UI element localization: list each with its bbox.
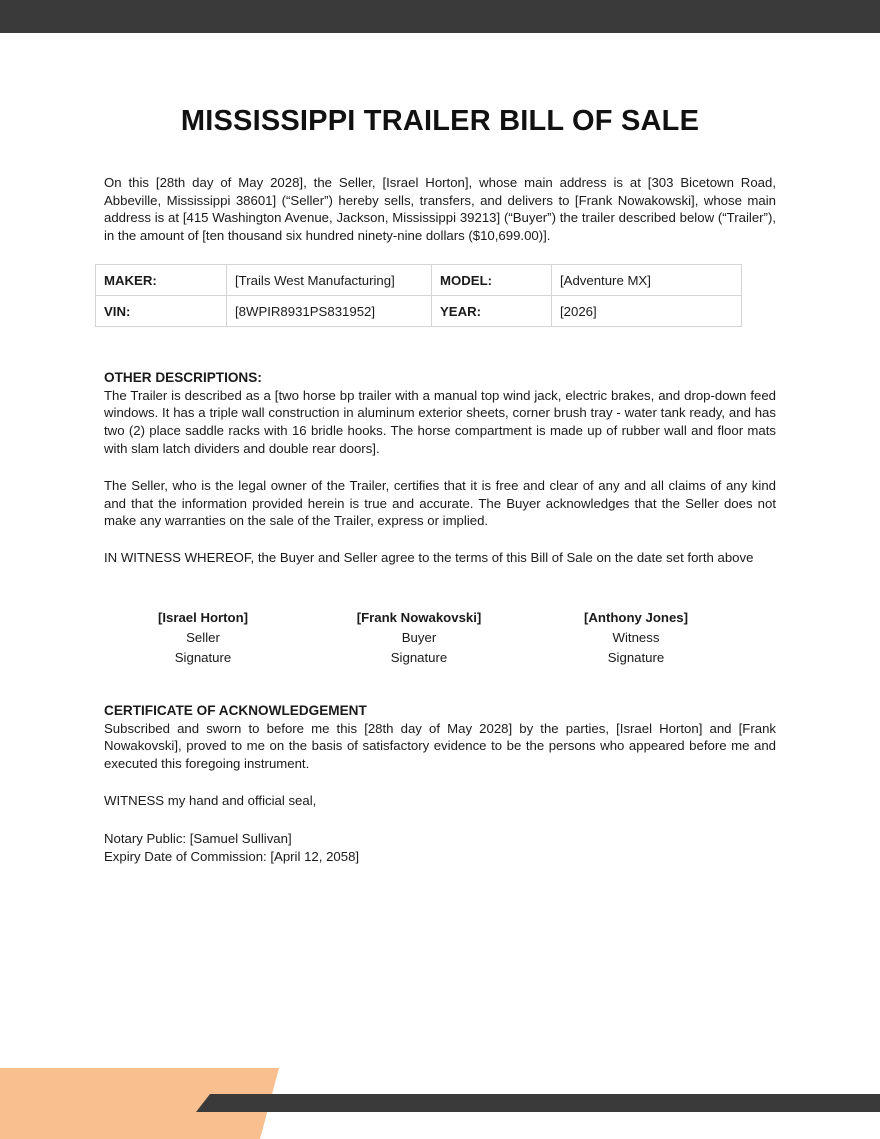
buyer-role: Buyer <box>401 630 437 645</box>
table-row <box>96 296 742 327</box>
witness-signature-label: Signature <box>607 650 665 665</box>
other-descriptions-text: The Trailer is described as a [two horse bp trailer with a manual top wind jack, electric brakes, and drop-down feed windows. It has a triple wall construction in aluminum exterior sheets, corner brush tray - water tank ready, and has two (2) place saddle racks with 16 bridle hooks. The horse compartment is made up of rubber wall and floor mats with slam latch dividers and double rear doors]. <box>104 387 776 456</box>
year-value: [2026] <box>552 296 742 327</box>
table-row <box>96 265 742 296</box>
certificate-text: Subscribed and sworn to before me this [28th day of May 2028] by the parties, [Israel Horton] and [Frank Nowakovski], proved to me on the basis of satisfactory evidence to be the persons who appeared before me and executed this foregoing instrument. <box>104 720 776 772</box>
document-title: MISSISSIPPI TRAILER BILL OF SALE <box>180 105 700 137</box>
buyer-signature-block <box>319 608 519 668</box>
buyer-name: [Frank Nowakovski] <box>356 610 482 625</box>
other-descriptions-section <box>104 369 776 458</box>
footer-decoration <box>0 1060 880 1139</box>
official-seal-line: WITNESS my hand and official seal, <box>104 793 317 808</box>
year-label: YEAR: <box>432 296 552 327</box>
other-descriptions-heading: OTHER DESCRIPTIONS: <box>104 370 262 385</box>
vin-label: VIN: <box>96 296 227 327</box>
maker-label: MAKER: <box>96 265 227 296</box>
witness-role: Witness <box>612 630 660 645</box>
witness-signature-block <box>536 608 736 668</box>
seller-signature-label: Signature <box>174 650 232 665</box>
certificate-heading: CERTIFICATE OF ACKNOWLEDGEMENT <box>104 703 367 718</box>
certificate-section <box>104 702 776 773</box>
witness-statement: IN WITNESS WHEREOF, the Buyer and Seller agree to the terms of this Bill of Sale on the date set forth above <box>104 550 754 565</box>
buyer-signature-label: Signature <box>390 650 448 665</box>
vin-value: [8WPIR8931PS831952] <box>227 296 432 327</box>
seller-role: Seller <box>186 630 220 645</box>
top-header-bar <box>0 0 880 33</box>
witness-name: [Anthony Jones] <box>583 610 689 625</box>
notary-public: Notary Public: [Samuel Sullivan] <box>104 831 292 846</box>
intro-paragraph: On this [28th day of May 2028], the Seller, [Israel Horton], whose main address is at [303 Bicetown Road, Abbeville, Mississippi 38601] (“Seller”) hereby sells, transfers, and delivers to [Frank Nowakowski], whose main address is at [415 Washington Avenue, Jackson, Mississippi 39213] (“Buyer”) the trailer described below (“Trailer”), in the amount of [ten thousand six hundred ninety-nine dollars ($10,699.00)]. <box>104 175 776 244</box>
model-value: [Adventure MX] <box>552 265 742 296</box>
certification-paragraph: The Seller, who is the legal owner of the Trailer, certifies that it is free and clear of any and all claims of any kind and that the information provided herein is true and accurate. The Buyer acknowledges that the Seller does not make any warranties on the sale of the Trailer, express or implied. <box>104 478 776 529</box>
commission-expiry: Expiry Date of Commission: [April 12, 2058] <box>104 848 360 864</box>
trailer-details-table <box>95 264 742 327</box>
seller-name: [Israel Horton] <box>157 610 249 625</box>
model-label: MODEL: <box>432 265 552 296</box>
maker-value: [Trails West Manufacturing] <box>227 265 432 296</box>
seller-signature-block <box>103 608 303 668</box>
footer-bar <box>196 1094 880 1112</box>
notary-block <box>104 830 776 865</box>
